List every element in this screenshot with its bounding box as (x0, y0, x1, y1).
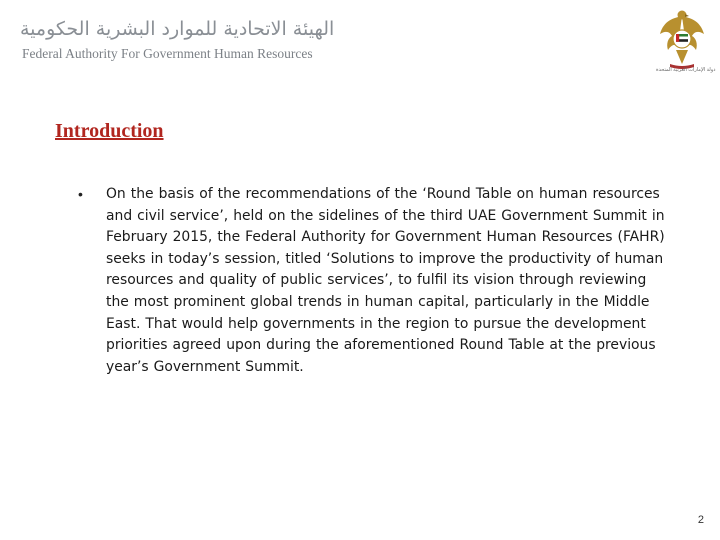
uae-emblem-icon (656, 6, 716, 76)
bullet-marker: • (78, 186, 83, 202)
section-title: Introduction (55, 120, 164, 142)
page-number: 2 (697, 514, 704, 526)
org-name-english: Federal Authority For Government Human Resources (22, 46, 313, 61)
emblem-caption: دولة الإمارات العربية المتحدة (656, 67, 716, 73)
bullet-paragraph: On the basis of the recommendations of the ‘Round Table on human resources and civil service’, held on the sidelines of the third UAE Government Summit in February 2015, the Federal Authority for Government Human Resources (FAHR) seeks in today’s session, titled ‘Solutions to improve the productivity of human resources and quality of public services’, to fulfil its vision through reviewing the most prominent global trends in human capital, particularly in the Middle East. That would help governments in the region to pursue the development priorities agreed upon during the aforementioned Round Table at the previous year’s Government Summit. (106, 186, 665, 375)
org-name-arabic: الهيئة الاتحادية للموارد البشرية الحكومية (20, 18, 335, 40)
